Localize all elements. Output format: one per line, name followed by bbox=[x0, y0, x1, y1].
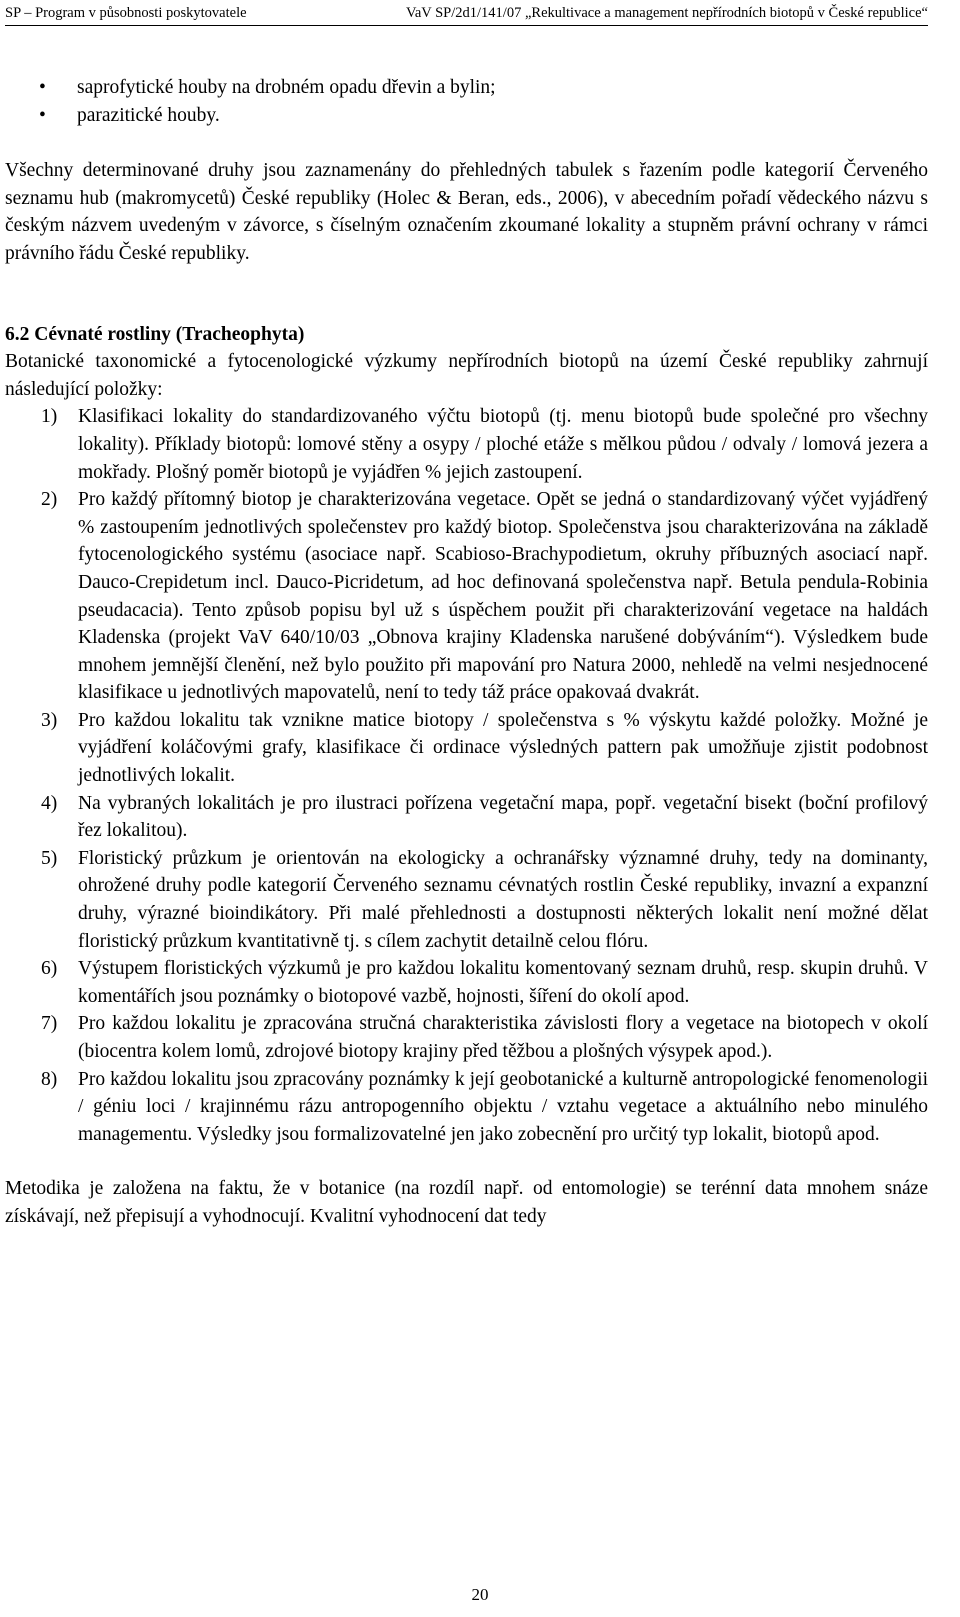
bullet-item bbox=[5, 74, 928, 102]
list-item bbox=[5, 1010, 928, 1065]
bullet-text: saprofytické houby na drobném opadu dřevin a bylin; bbox=[77, 77, 496, 98]
bullet-text: parazitické houby. bbox=[77, 104, 220, 126]
list-item-text: Pro každou lokalitu tak vznikne matice biotopy / společenstva s % výskytu každé položky. Možné je vyjádření koláčovými grafy, klasifikace či ordinace výsledných pattern pak umožňuje zjistit podobnost jednotlivých lokalit. bbox=[78, 709, 928, 787]
list-item-number: 5) bbox=[41, 847, 58, 869]
bullet-list bbox=[5, 74, 928, 129]
list-item-number: 6) bbox=[41, 958, 58, 980]
list-item-text: Klasifikaci lokality do standardizovaného výčtu biotopů (tj. menu biotopů bude společné pro všechny lokality). Příklady biotopů: lomové stěny a osypy / ploché etáže s mělkou půdou / odvaly / lomová jezera a mokřady. Plošný poměr biotopů je vyjádřen % jejich zastoupení. bbox=[78, 406, 928, 483]
list-item bbox=[5, 486, 928, 707]
list-item bbox=[5, 707, 928, 790]
numbered-list bbox=[5, 403, 928, 1148]
paragraph-fungi-tables: Všechny determinované druhy jsou zaznamenány do přehledných tabulek s řazením podle kategorií Červeného seznamu hub (makromycetů) České republiky (Holec & Beran, eds., 2006), v abecedním pořadí vědeckého názvu s českým názvem uvedeným v závorce, s číselným označením zkoumané lokality a stupněm právní ochrany v rámci právního řádu České republiky. bbox=[5, 160, 928, 264]
bullet-glyph: • bbox=[39, 104, 46, 126]
list-item bbox=[5, 1066, 928, 1149]
page-number: 20 bbox=[471, 1585, 489, 1604]
header-left: SP – Program v působnosti poskytovatele bbox=[5, 5, 247, 21]
list-item bbox=[5, 403, 928, 486]
running-header bbox=[5, 0, 928, 26]
list-item-number: 2) bbox=[41, 489, 58, 511]
list-item bbox=[5, 955, 928, 1010]
bullet-item bbox=[5, 102, 928, 130]
list-item-text: Pro každou lokalitu je zpracována stručná charakteristika závislosti flory a vegetace na biotopech v okolí (biocentra kolem lomů, zdrojové biotopy krajiny před těžbou a plošných výsypek apod.). bbox=[78, 1013, 928, 1062]
paragraph-methodology: Metodika je založena na faktu, že v botanice (na rozdíl např. od entomologie) se terénní data mnohem snáze získávají, než přepisují a vyhodnocují. Kvalitní vyhodnocení dat tedy bbox=[5, 1178, 928, 1227]
section-intro: Botanické taxonomické a fytocenologické výzkumy nepřírodních biotopů na území České republiky zahrnují následující položky: bbox=[5, 351, 928, 400]
list-item-number: 1) bbox=[41, 406, 58, 428]
list-item bbox=[5, 790, 928, 845]
bullet-glyph: • bbox=[39, 77, 46, 98]
list-item-text: Pro každou lokalitu jsou zpracovány poznámky k její geobotanické a kulturně antropologické fenomenologii / géniu loci / krajinnému rázu antropogenního objektu / vztahu vegetace a aktuálního nebo minulého managementu. Výsledky jsou formalizovatelné jen jako zobecnění pro určitý typ lokalit, biotopů apod. bbox=[78, 1068, 928, 1145]
section-heading: 6.2 Cévnaté rostliny (Tracheophyta) bbox=[5, 323, 305, 345]
list-item-text: Výstupem floristických výzkumů je pro každou lokalitu komentovaný seznam druhů, resp. skupin druhů. V komentářích jsou poznámky o biotopové vazbě, hojnosti, šíření do okolí apod. bbox=[78, 958, 928, 1007]
list-item-text: Na vybraných lokalitách je pro ilustraci pořízena vegetační mapa, popř. vegetační bisekt (boční profilový řez lokalitou). bbox=[78, 792, 928, 842]
page-content bbox=[5, 74, 928, 1231]
list-item-text: Floristický průzkum je orientován na ekologicky a ochranářsky významné druhy, tedy na dominanty, ohrožené druhy podle kategorií Červeného seznamu cévnatých rostlin České republiky, invazní a expanzní druhy, výrazné bioindikátory. Při malé přehlednosti a dostupnosti některých lokalit není možné dělat floristický průzkum kvantitativně tj. s cílem zachytit detailně celou flóru. bbox=[78, 847, 928, 952]
list-item-text: Pro každý přítomný biotop je charakterizována vegetace. Opět se jedná o standardizovaný výčet vyjádřený % zastoupením jednotlivých společenstev pro každý biotop. Společenstva jsou charakterizována na základě fytocenologického systému (asociace např. Scabioso-Brachypodietum, okruhy příbuzných asociací např. Dauco-Crepidetum incl. Dauco-Picridetum, ad hoc definovaná společenstva např. Betula pendula-Robinia pseudacacia). Tento způsob popisu byl už s úspěchem použit při charakterizování vegetace na haldách Kladenska (projekt VaV 640/10/03 „Obnova krajiny Kladenska narušené dobýváním“). Výsledkem bude mnohem jemnější členění, než bylo použito při mapování pro Natura 2000, nehledě na velmi nesjednocené klasifikace u jednotlivých mapovatelů, není to tedy táž práce opakovaá dvakrát. bbox=[78, 489, 928, 704]
list-item-number: 7) bbox=[41, 1013, 58, 1035]
list-item-number: 4) bbox=[41, 792, 58, 814]
header-right: VaV SP/2d1/141/07 „Rekultivace a management nepřírodních biotopů v České republice“ bbox=[405, 5, 928, 21]
list-item bbox=[5, 845, 928, 955]
list-item-number: 3) bbox=[41, 709, 58, 731]
list-item-number: 8) bbox=[41, 1068, 58, 1090]
